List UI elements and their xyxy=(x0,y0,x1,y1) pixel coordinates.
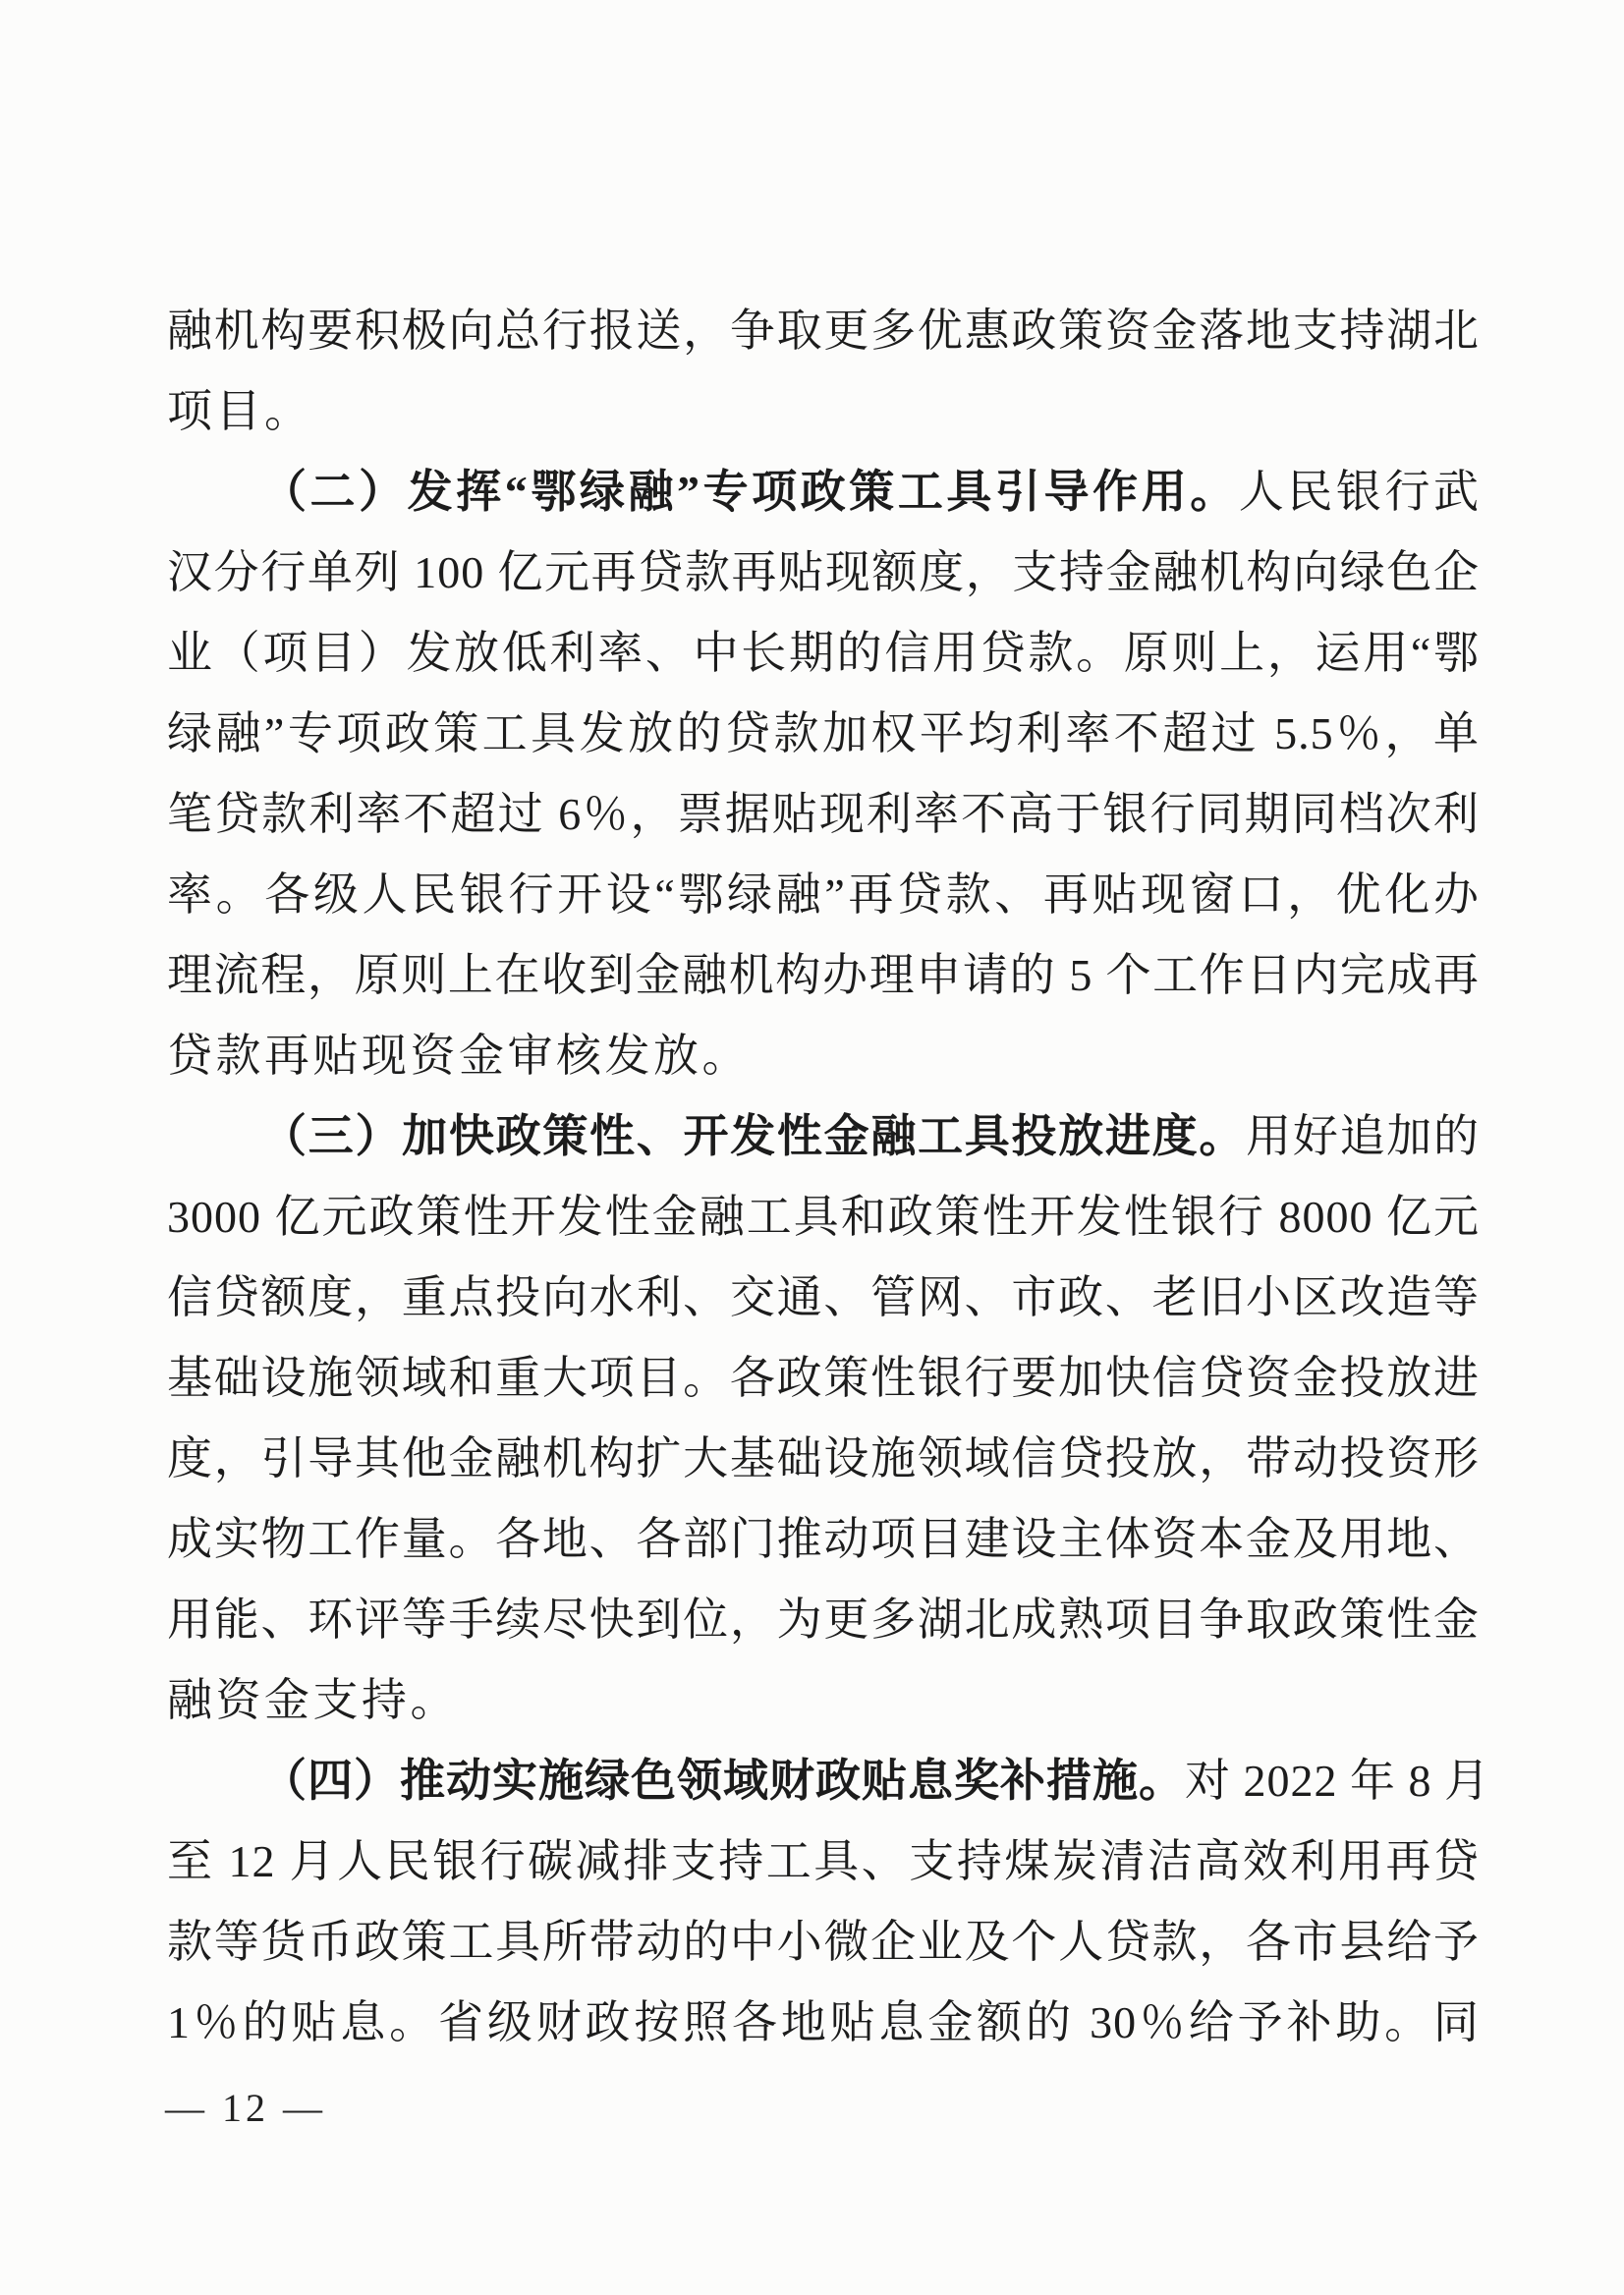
line-text: 理流程，原则上在收到金融机构办理申请的 5 个工作日内完成再 xyxy=(167,950,1480,1000)
text-line xyxy=(167,855,1480,935)
line-text: 基础设施领域和重大项目。各政策性银行要加快信贷资金投放进 xyxy=(167,1353,1480,1403)
text-line xyxy=(167,291,1480,371)
line-text: 用好追加的 xyxy=(1246,1111,1481,1161)
line-text: 率。各级人民银行开设“鄂绿融”再贷款、再贴现窗口，优化办 xyxy=(167,869,1480,920)
text-line xyxy=(167,1741,1490,1821)
line-text: 用能、环评等手续尽快到位，为更多湖北成熟项目争取政策性金 xyxy=(167,1595,1480,1645)
body-text-block xyxy=(167,291,1490,2063)
text-line xyxy=(167,1096,1480,1177)
text-line xyxy=(167,532,1480,613)
text-line xyxy=(167,371,1480,452)
line-text: 3000 亿元政策性开发性金融工具和政策性开发性银行 8000 亿元 xyxy=(167,1192,1480,1242)
text-line xyxy=(167,1177,1480,1258)
text-line xyxy=(167,774,1480,855)
line-text: 笔贷款利率不超过 6％，票据贴现利率不高于银行同期同档次利 xyxy=(167,789,1480,839)
text-line xyxy=(167,452,1480,532)
line-text: 人民银行武 xyxy=(1238,467,1481,517)
text-line xyxy=(167,1419,1480,1499)
text-line xyxy=(167,935,1480,1016)
text-line xyxy=(167,1821,1480,1902)
text-line xyxy=(167,1660,1480,1741)
line-text: 业（项目）发放低利率、中长期的信用贷款。原则上，运用“鄂 xyxy=(167,628,1480,678)
text-line xyxy=(167,1016,1480,1096)
text-line xyxy=(167,1580,1480,1660)
line-text: 1％的贴息。省级财政按照各地贴息金额的 30％给予补助。同 xyxy=(167,1997,1480,2047)
text-line xyxy=(167,613,1480,694)
text-line xyxy=(167,694,1480,774)
line-text: 项目。 xyxy=(167,386,313,436)
line-text: 度，引导其他金融机构扩大基础设施领域信贷投放，带动投资形 xyxy=(167,1433,1480,1483)
line-text: 至 12 月人民银行碳减排支持工具、支持煤炭清洁高效利用再贷 xyxy=(167,1836,1480,1886)
text-line xyxy=(167,1983,1480,2063)
line-text: 融资金支持。 xyxy=(167,1675,459,1725)
page-number: — 12 — xyxy=(165,2086,326,2130)
section-heading: （二）发挥“鄂绿融”专项政策工具引导作用。 xyxy=(261,467,1239,517)
section-heading: （三）加快政策性、开发性金融工具投放进度。 xyxy=(261,1111,1247,1161)
line-text: 信贷额度，重点投向水利、交通、管网、市政、老旧小区改造等 xyxy=(167,1272,1480,1322)
line-text: 融机构要积极向总行报送，争取更多优惠政策资金落地支持湖北 xyxy=(167,306,1480,356)
text-line xyxy=(167,1902,1480,1983)
line-text: 对 2022 年 8 月 xyxy=(1185,1756,1490,1806)
line-text: 汉分行单列 100 亿元再贷款再贴现额度，支持金融机构向绿色企 xyxy=(167,547,1480,597)
line-text: 成实物工作量。各地、各部门推动项目建设主体资本金及用地、 xyxy=(167,1514,1480,1564)
section-heading: （四）推动实施绿色领域财政贴息奖补措施。 xyxy=(261,1756,1185,1806)
text-line xyxy=(167,1258,1480,1338)
line-text: 款等货币政策工具所带动的中小微企业及个人贷款，各市县给予 xyxy=(167,1917,1480,1967)
line-text: 绿融”专项政策工具发放的贷款加权平均利率不超过 5.5％，单 xyxy=(167,708,1480,758)
line-text: 贷款再贴现资金审核发放。 xyxy=(167,1031,751,1081)
text-line xyxy=(167,1338,1480,1419)
text-line xyxy=(167,1499,1480,1580)
